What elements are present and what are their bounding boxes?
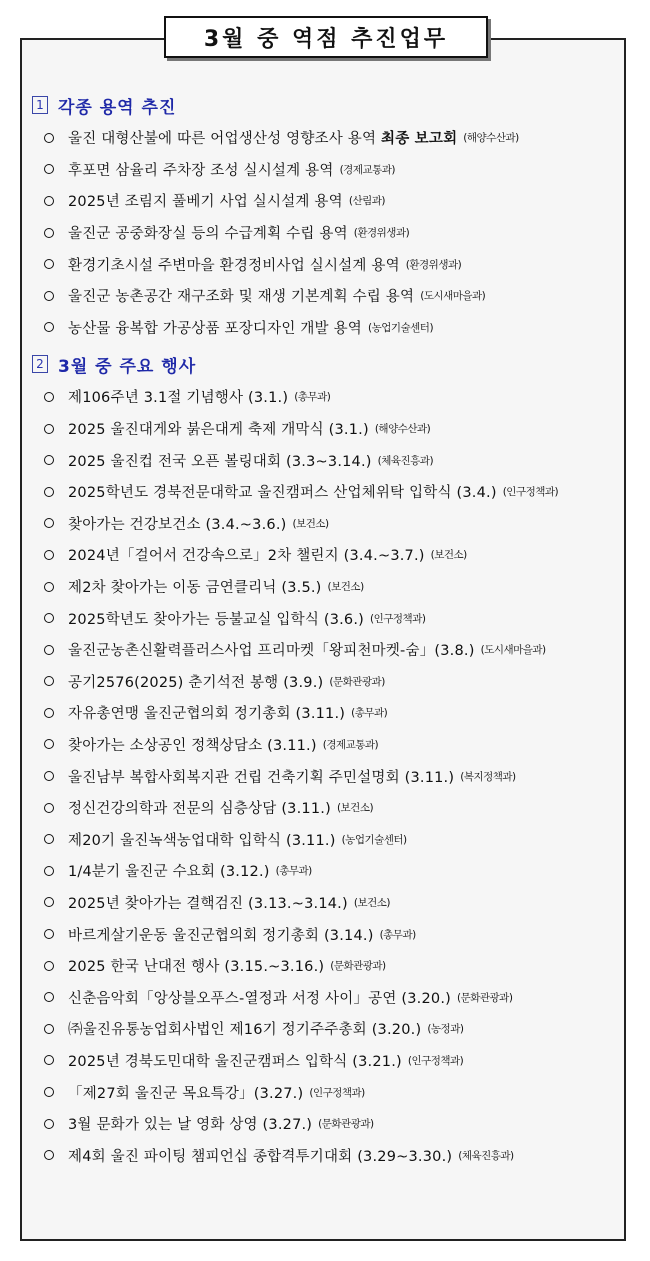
department-label: (농정과) xyxy=(427,1023,464,1036)
circle-bullet-icon xyxy=(44,550,54,560)
list-item xyxy=(32,539,622,571)
item-title: 농산물 융복합 가공상품 포장디자인 개발 용역 xyxy=(68,320,362,337)
item-title: 2025년 찾아가는 결핵검진 (3.13.~3.14.) xyxy=(68,895,348,912)
department-label: (경제교통과) xyxy=(339,163,395,176)
list-item xyxy=(32,1045,622,1077)
department-label: (인구정책과) xyxy=(407,1054,464,1067)
department-label: (복지정책과) xyxy=(460,770,516,783)
department-label: (문화관광과) xyxy=(329,675,385,688)
item-title: 바르게살기운동 울진군협의회 정기총회 (3.14.) xyxy=(68,927,374,944)
item-title: 2025 울진컵 전국 오픈 볼링대회 (3.3~3.14.) xyxy=(68,453,372,470)
item-title: 신춘음악회「앙상블오푸스-열정과 서정 사이」공연 (3.20.) xyxy=(68,990,452,1007)
item-title: 울진군 농촌공간 재구조화 및 재생 기본계획 수립 용역 xyxy=(68,289,415,306)
list-item xyxy=(32,476,622,508)
list-item xyxy=(32,122,622,154)
item-text xyxy=(68,608,364,629)
list-item xyxy=(32,950,622,982)
list-item xyxy=(32,1108,622,1140)
item-title: 3월 문화가 있는 날 영화 상영 (3.27.) xyxy=(68,1117,313,1134)
department-label: (보건소) xyxy=(353,896,390,909)
item-text xyxy=(68,860,270,881)
circle-bullet-icon xyxy=(44,228,54,238)
item-text xyxy=(68,544,425,565)
circle-bullet-icon xyxy=(44,322,54,332)
department-label: (문화관광과) xyxy=(457,991,513,1004)
item-text xyxy=(68,513,286,534)
item-text xyxy=(68,639,475,660)
item-text xyxy=(68,955,324,976)
circle-bullet-icon xyxy=(44,392,54,402)
circle-bullet-icon xyxy=(44,897,54,907)
item-text xyxy=(68,671,323,692)
item-text xyxy=(68,1050,402,1071)
list-item xyxy=(32,918,622,950)
item-text xyxy=(68,702,345,723)
list-item xyxy=(32,855,622,887)
item-text xyxy=(68,1018,421,1039)
item-text xyxy=(68,285,414,306)
circle-bullet-icon xyxy=(44,961,54,971)
section-header xyxy=(32,349,622,379)
circle-bullet-icon xyxy=(44,196,54,206)
section-list xyxy=(32,122,622,343)
list-item xyxy=(32,248,622,280)
item-title: 2025년 경북도민대학 울진군캠퍼스 입학식 (3.21.) xyxy=(68,1053,402,1070)
item-title: 정신건강의학과 전문의 심층상담 (3.11.) xyxy=(68,801,331,818)
circle-bullet-icon xyxy=(44,1150,54,1160)
item-title: 울진남부 복합사회복지관 건립 건축기획 주민설명회 (3.11.) xyxy=(68,769,455,786)
department-label: (해양수산과) xyxy=(374,423,431,436)
item-text xyxy=(68,1113,312,1134)
circle-bullet-icon xyxy=(44,291,54,301)
document-content xyxy=(32,90,622,1171)
section-title: 3월 중 주요 행사 xyxy=(58,356,197,377)
circle-bullet-icon xyxy=(44,164,54,174)
department-label: (산림과) xyxy=(348,195,385,208)
item-text xyxy=(68,222,348,243)
circle-bullet-icon xyxy=(44,803,54,813)
department-label: (인구정책과) xyxy=(370,612,426,625)
department-label: (도시새마을과) xyxy=(420,290,486,303)
list-item xyxy=(32,697,622,729)
circle-bullet-icon xyxy=(44,929,54,939)
item-text xyxy=(68,924,374,945)
department-label: (인구정책과) xyxy=(309,1086,365,1099)
item-title: 찾아가는 소상공인 정책상담소 (3.11.) xyxy=(68,737,317,754)
department-label: (문화관광과) xyxy=(318,1118,374,1131)
item-text xyxy=(68,1082,303,1103)
item-title: 제2차 찾아가는 이동 금연클리닉 (3.5.) xyxy=(68,580,322,597)
department-label: (보건소) xyxy=(430,549,467,562)
circle-bullet-icon xyxy=(44,518,54,528)
list-item xyxy=(32,634,622,666)
list-item xyxy=(32,981,622,1013)
item-text xyxy=(68,892,348,913)
item-title: 「제27회 울진군 목요특강」(3.27.) xyxy=(68,1085,304,1102)
list-item xyxy=(32,413,622,445)
title-box xyxy=(164,16,488,58)
circle-bullet-icon xyxy=(44,645,54,655)
list-item xyxy=(32,571,622,603)
item-title: 제4회 울진 파이팅 챔피언십 종합격투기대회 (3.29~3.30.) xyxy=(68,1148,453,1165)
department-label: (보건소) xyxy=(336,802,374,815)
circle-bullet-icon xyxy=(44,582,54,592)
list-item xyxy=(32,823,622,855)
list-item xyxy=(32,508,622,540)
item-title: 후포면 삼율리 주차장 조성 실시설계 용역 xyxy=(68,162,334,179)
circle-bullet-icon xyxy=(44,424,54,434)
item-title: 2025년 조림지 풀베기 사업 실시설계 용역 xyxy=(68,194,343,211)
item-title: 제20기 울진녹색농업대학 입학식 (3.11.) xyxy=(68,832,336,849)
item-title: 제106주년 3.1절 기념행사 (3.1.) xyxy=(68,390,289,407)
list-item xyxy=(32,1139,622,1171)
list-item xyxy=(32,792,622,824)
item-text xyxy=(68,418,369,439)
list-item xyxy=(32,602,622,634)
item-text xyxy=(68,481,497,502)
section-list xyxy=(32,381,622,1171)
item-title: 1/4분기 울진군 수요회 (3.12.) xyxy=(68,864,270,881)
item-title: ㈜울진유통농업회사법인 제16기 정기주주총회 (3.20.) xyxy=(68,1022,422,1039)
list-item xyxy=(32,666,622,698)
department-label: (해양수산과) xyxy=(463,132,519,145)
department-label: (문화관광과) xyxy=(330,960,386,973)
circle-bullet-icon xyxy=(44,866,54,876)
department-label: (총무과) xyxy=(294,391,331,404)
item-title: 2024년「걸어서 건강속으로」2차 챌린지 (3.4.~3.7.) xyxy=(68,548,425,565)
item-title: 2025 울진대게와 붉은대게 축제 개막식 (3.1.) xyxy=(68,422,369,439)
list-item xyxy=(32,887,622,919)
item-title: 울진군농촌신활력플러스사업 프리마켓「왕피천마켓-숨」(3.8.) xyxy=(68,643,475,660)
circle-bullet-icon xyxy=(44,259,54,269)
circle-bullet-icon xyxy=(44,133,54,143)
department-label: (체육진흥과) xyxy=(458,1149,514,1162)
item-title: 울진 대형산불에 따른 어업생산성 영향조사 용역 xyxy=(68,131,381,148)
department-label: (총무과) xyxy=(275,865,312,878)
item-text xyxy=(68,450,372,471)
item-text xyxy=(68,766,454,787)
department-label: (농업기술센터) xyxy=(367,321,434,334)
department-label: (환경위생과) xyxy=(405,258,462,271)
circle-bullet-icon xyxy=(44,834,54,844)
item-text xyxy=(68,987,451,1008)
circle-bullet-icon xyxy=(44,1087,54,1097)
list-item xyxy=(32,185,622,217)
circle-bullet-icon xyxy=(44,455,54,465)
section-number-badge: 1 xyxy=(32,96,48,114)
item-text xyxy=(68,254,400,275)
item-text xyxy=(68,797,331,818)
department-label: (경제교통과) xyxy=(322,738,379,751)
item-title: 2025학년도 찾아가는 등불교실 입학식 (3.6.) xyxy=(68,611,365,628)
list-item xyxy=(32,154,622,186)
item-text xyxy=(68,317,362,338)
item-text xyxy=(68,576,322,597)
item-text xyxy=(68,159,334,180)
item-text xyxy=(68,734,317,755)
circle-bullet-icon xyxy=(44,708,54,718)
section-title: 각종 용역 추진 xyxy=(58,97,177,118)
page-title: 3월 중 역점 추진업무 xyxy=(203,26,449,52)
item-text xyxy=(68,829,336,850)
item-title: 2025학년도 경북전문대학교 울진캠퍼스 산업체위탁 입학식 (3.4.) xyxy=(68,485,497,502)
item-title: 찾아가는 건강보건소 (3.4.~3.6.) xyxy=(68,516,287,533)
list-item xyxy=(32,381,622,413)
circle-bullet-icon xyxy=(44,992,54,1002)
department-label: (보건소) xyxy=(327,581,364,594)
item-text xyxy=(68,127,457,148)
department-label: (총무과) xyxy=(379,928,416,941)
department-label: (도시새마을과) xyxy=(480,644,546,657)
circle-bullet-icon xyxy=(44,771,54,781)
department-label: (총무과) xyxy=(351,707,388,720)
list-item xyxy=(32,1076,622,1108)
circle-bullet-icon xyxy=(44,613,54,623)
list-item xyxy=(32,729,622,761)
circle-bullet-icon xyxy=(44,1119,54,1129)
item-title: 공기2576(2025) 춘기석전 봉행 (3.9.) xyxy=(68,674,324,691)
circle-bullet-icon xyxy=(44,1024,54,1034)
item-title: 자유총연맹 울진군협의회 정기총회 (3.11.) xyxy=(68,706,346,723)
list-item xyxy=(32,760,622,792)
item-emphasis: 최종 보고회 xyxy=(381,131,458,148)
list-item xyxy=(32,280,622,312)
department-label: (인구정책과) xyxy=(502,486,559,499)
list-item xyxy=(32,312,622,344)
item-title: 환경기초시설 주변마을 환경정비사업 실시설계 용역 xyxy=(68,257,400,274)
department-label: (보건소) xyxy=(292,517,329,530)
item-title: 2025 한국 난대전 행사 (3.15.~3.16.) xyxy=(68,959,325,976)
item-text xyxy=(68,190,343,211)
list-item xyxy=(32,217,622,249)
circle-bullet-icon xyxy=(44,739,54,749)
department-label: (체육진흥과) xyxy=(377,454,434,467)
circle-bullet-icon xyxy=(44,676,54,686)
section-header xyxy=(32,90,622,120)
item-text xyxy=(68,1145,452,1166)
department-label: (환경위생과) xyxy=(353,227,410,240)
list-item xyxy=(32,444,622,476)
item-text xyxy=(68,386,288,407)
item-title: 울진군 공중화장실 등의 수급계획 수립 용역 xyxy=(68,226,348,243)
section-number-badge: 2 xyxy=(32,355,48,373)
department-label: (농업기술센터) xyxy=(341,833,407,846)
list-item xyxy=(32,1013,622,1045)
circle-bullet-icon xyxy=(44,487,54,497)
circle-bullet-icon xyxy=(44,1055,54,1065)
